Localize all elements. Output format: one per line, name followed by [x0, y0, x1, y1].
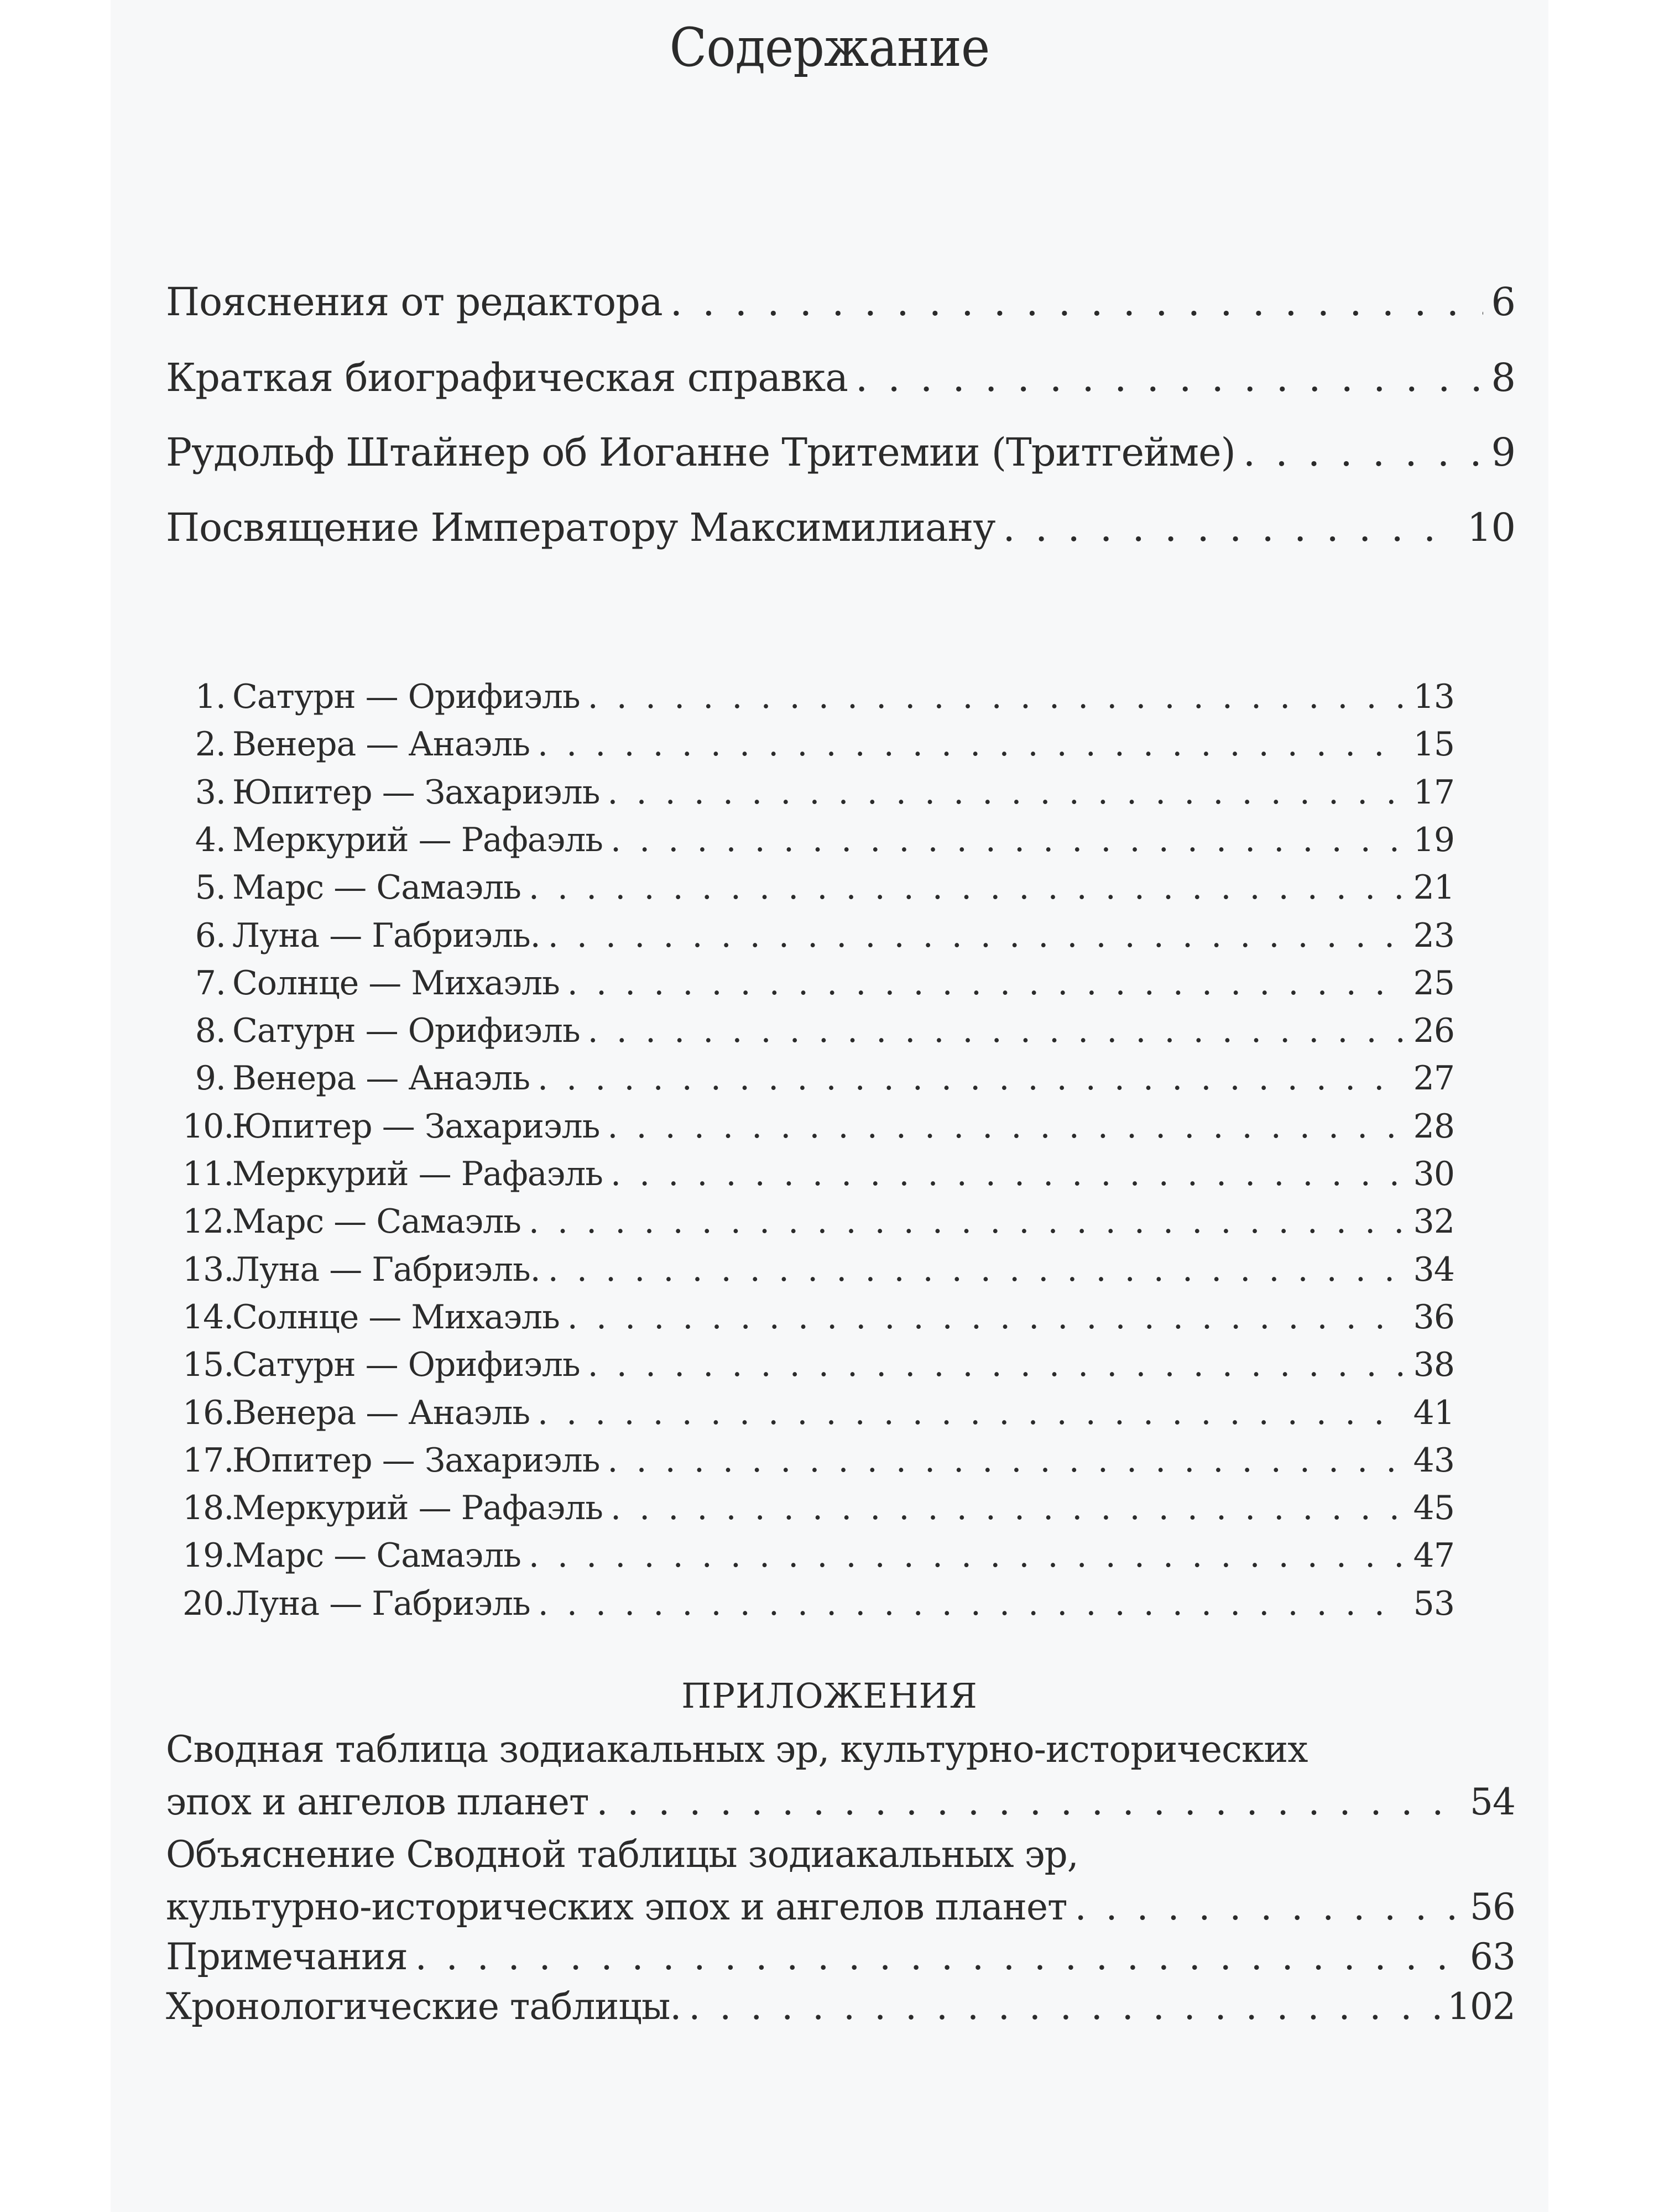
- chapter-title: Юпитер — Захариэль: [232, 1107, 600, 1146]
- chapter-title-group: [182, 1202, 521, 1241]
- chapter-page: 43: [1413, 1441, 1454, 1480]
- chapter-title: Венера — Анаэль: [232, 1394, 530, 1432]
- chapter-title-group: [182, 677, 580, 716]
- chapter-page: 53: [1413, 1584, 1454, 1623]
- toc-entry[interactable]: [166, 430, 1515, 479]
- chapter-title-group: [182, 1059, 530, 1098]
- chapter-title-group: [182, 1345, 580, 1384]
- chapter-title: Сатурн — Орифиэль: [232, 677, 580, 716]
- leader-dots: [588, 677, 1406, 716]
- chapter-number: 13.: [182, 1250, 234, 1289]
- chapter-page: 38: [1413, 1345, 1454, 1384]
- chapter-title: Юпитер — Захариэль: [232, 1441, 600, 1480]
- chapter-title-group: [182, 964, 560, 1003]
- leader-dots: [596, 1781, 1462, 1823]
- leader-dots: [670, 279, 1484, 325]
- chapter-entry[interactable]: [182, 1298, 1454, 1342]
- chapter-entry[interactable]: [182, 1011, 1454, 1056]
- chapter-entry[interactable]: [182, 725, 1454, 769]
- chapter-page: 26: [1413, 1011, 1454, 1050]
- chapter-entry[interactable]: [182, 1155, 1454, 1199]
- chapter-title: Солнце — Михаэль: [232, 964, 560, 1003]
- chapter-entry[interactable]: [182, 1250, 1454, 1295]
- leader-dots: [529, 868, 1406, 907]
- chapter-number: 8.: [195, 1011, 226, 1050]
- toc-entry[interactable]: [166, 355, 1515, 405]
- toc-entry-title: Пояснения от редактора: [166, 279, 662, 325]
- leader-dots: [1243, 430, 1484, 475]
- chapter-title-group: [182, 1250, 540, 1289]
- chapter-entry[interactable]: [182, 1536, 1454, 1580]
- chapter-number: 9.: [195, 1059, 226, 1098]
- leader-dots: [548, 916, 1406, 955]
- chapter-page: 30: [1413, 1155, 1454, 1193]
- chapter-page: 47: [1413, 1536, 1454, 1575]
- toc-entry-page: 102: [1447, 1985, 1515, 2028]
- chapter-page: 13: [1413, 677, 1454, 716]
- chapter-title: Венера — Анаэль: [232, 1059, 530, 1098]
- chapter-page: 45: [1413, 1489, 1454, 1527]
- chapter-number: 2.: [195, 725, 226, 764]
- chapter-title: Меркурий — Рафаэль: [232, 1155, 603, 1193]
- chapter-title-group: [182, 916, 540, 955]
- chapter-number: 6.: [195, 916, 226, 955]
- leader-dots: [538, 1394, 1406, 1432]
- toc-entry-title: Хронологические таблицы.: [166, 1985, 681, 2028]
- leader-dots: [855, 355, 1483, 400]
- leader-dots: [538, 725, 1406, 764]
- chapter-entry[interactable]: [182, 964, 1454, 1008]
- toc-entry-page: 8: [1491, 355, 1515, 400]
- chapter-page: 41: [1413, 1394, 1454, 1432]
- toc-entry-title: Примечания: [166, 1936, 408, 1978]
- chapter-page: 27: [1413, 1059, 1454, 1098]
- toc-entry[interactable]: [166, 1985, 1515, 2034]
- chapter-title: Солнце — Михаэль: [232, 1298, 560, 1337]
- chapter-title: Марс — Самаэль: [232, 868, 521, 907]
- leader-dots: [607, 773, 1405, 812]
- chapter-title: Меркурий — Рафаэль: [232, 1489, 603, 1527]
- toc-entry-title-line1[interactable]: Сводная таблица зодиакальных эр, культурно-исторических: [166, 1728, 1308, 1771]
- leader-dots: [588, 1345, 1406, 1384]
- chapter-title: Луна — Габриэль: [232, 1584, 530, 1623]
- toc-entry[interactable]: [166, 1781, 1515, 1829]
- chapter-title-group: [182, 725, 530, 764]
- page-title: Содержание: [669, 17, 990, 79]
- chapter-number: 16.: [182, 1394, 234, 1432]
- toc-entry-title: Краткая биографическая справка: [166, 355, 848, 400]
- leader-dots: [538, 1059, 1406, 1098]
- chapter-number: 1.: [195, 677, 226, 716]
- chapter-entry[interactable]: [182, 1441, 1454, 1485]
- leader-dots: [567, 1298, 1406, 1337]
- book-page: [111, 0, 1548, 2212]
- chapter-title-group: [182, 1298, 560, 1337]
- chapter-number: 5.: [195, 868, 226, 907]
- chapter-title: Сатурн — Орифиэль: [232, 1345, 580, 1384]
- leader-dots: [611, 1489, 1406, 1527]
- chapter-number: 11.: [182, 1155, 234, 1193]
- chapter-page: 23: [1413, 916, 1454, 955]
- chapter-number: 12.: [182, 1202, 234, 1241]
- chapter-title: Меркурий — Рафаэль: [232, 821, 603, 859]
- chapter-title-group: [182, 821, 603, 859]
- chapter-number: 14.: [182, 1298, 234, 1337]
- chapter-title-group: [182, 1584, 530, 1623]
- chapter-page: 36: [1413, 1298, 1454, 1337]
- leader-dots: [415, 1936, 1462, 1978]
- chapter-title-group: [182, 868, 521, 907]
- leader-dots: [611, 1155, 1406, 1193]
- leader-dots: [529, 1536, 1406, 1575]
- chapter-title-group: [182, 1536, 521, 1575]
- leader-dots: [611, 821, 1406, 859]
- chapter-title: Марс — Самаэль: [232, 1536, 521, 1575]
- leader-dots: [567, 964, 1406, 1003]
- leader-dots: [1003, 505, 1459, 550]
- toc-entry-page: 6: [1491, 279, 1515, 325]
- chapter-page: 32: [1413, 1202, 1454, 1241]
- chapter-page: 19: [1413, 821, 1454, 859]
- chapter-title: Венера — Анаэль: [232, 725, 530, 764]
- chapter-page: 25: [1413, 964, 1454, 1003]
- leader-dots: [588, 1011, 1406, 1050]
- toc-entry-page: 63: [1470, 1936, 1515, 1978]
- chapter-number: 7.: [195, 964, 226, 1003]
- chapter-entry[interactable]: [182, 821, 1454, 865]
- leader-dots: [688, 1985, 1439, 2028]
- toc-entry-title-line1[interactable]: Объяснение Сводной таблицы зодиакальных эр,: [166, 1833, 1078, 1876]
- chapter-entry[interactable]: [182, 773, 1454, 817]
- leader-dots: [1075, 1886, 1462, 1928]
- leader-dots: [529, 1202, 1406, 1241]
- toc-entry-page: 56: [1470, 1886, 1515, 1928]
- chapter-title: Юпитер — Захариэль: [232, 773, 600, 812]
- chapter-number: 20.: [182, 1584, 234, 1623]
- chapter-page: 28: [1413, 1107, 1454, 1146]
- chapter-title-group: [182, 1155, 603, 1193]
- toc-entry[interactable]: [166, 279, 1515, 329]
- chapter-entry[interactable]: [182, 1394, 1454, 1438]
- chapter-number: 15.: [182, 1345, 234, 1384]
- chapter-number: 17.: [182, 1441, 234, 1480]
- toc-entry[interactable]: [166, 1886, 1515, 1934]
- leader-dots: [548, 1250, 1406, 1289]
- chapter-title-group: [182, 1011, 580, 1050]
- chapter-title: Луна — Габриэль.: [232, 1250, 540, 1289]
- chapter-number: 19.: [182, 1536, 234, 1575]
- toc-entry-page: 9: [1491, 430, 1515, 475]
- chapter-entry[interactable]: [182, 1489, 1454, 1533]
- toc-entry-title: Посвящение Императору Максимилиану: [166, 505, 995, 550]
- leader-dots: [538, 1584, 1406, 1623]
- chapter-entry[interactable]: [182, 677, 1454, 722]
- chapter-entry[interactable]: [182, 1107, 1454, 1151]
- appendix-heading: ПРИЛОЖЕНИЯ: [681, 1676, 978, 1716]
- chapter-entry[interactable]: [182, 1202, 1454, 1246]
- leader-dots: [607, 1441, 1405, 1480]
- toc-entry-title: эпох и ангелов планет: [166, 1781, 589, 1823]
- chapter-entry[interactable]: [182, 1584, 1454, 1629]
- chapter-title: Луна — Габриэль.: [232, 916, 540, 955]
- chapter-page: 17: [1413, 773, 1454, 812]
- chapter-number: 3.: [195, 773, 226, 812]
- chapter-entry[interactable]: [182, 1345, 1454, 1390]
- leader-dots: [607, 1107, 1405, 1146]
- chapter-number: 10.: [182, 1107, 234, 1146]
- chapter-entry[interactable]: [182, 1059, 1454, 1103]
- chapter-title-group: [182, 1107, 599, 1146]
- chapter-title-group: [182, 1394, 530, 1432]
- chapter-page: 21: [1413, 868, 1454, 907]
- chapter-number: 4.: [195, 821, 226, 859]
- chapter-page: 15: [1413, 725, 1454, 764]
- toc-entry-title: культурно-исторических эпох и ангелов планет: [166, 1886, 1067, 1928]
- toc-entry[interactable]: [166, 1936, 1515, 1984]
- chapter-entry[interactable]: [182, 868, 1454, 912]
- toc-entry-page: 54: [1470, 1781, 1515, 1823]
- toc-entry[interactable]: [166, 505, 1515, 555]
- chapter-number: 18.: [182, 1489, 234, 1527]
- chapter-entry[interactable]: [182, 916, 1454, 961]
- chapter-title-group: [182, 1489, 603, 1527]
- chapter-title: Марс — Самаэль: [232, 1202, 521, 1241]
- chapter-title-group: [182, 773, 599, 812]
- chapter-title: Сатурн — Орифиэль: [232, 1011, 580, 1050]
- toc-entry-title: Рудольф Штайнер об Иоганне Тритемии (Тритгейме): [166, 430, 1235, 475]
- chapter-page: 34: [1413, 1250, 1454, 1289]
- chapter-title-group: [182, 1441, 599, 1480]
- toc-entry-page: 10: [1467, 505, 1515, 550]
